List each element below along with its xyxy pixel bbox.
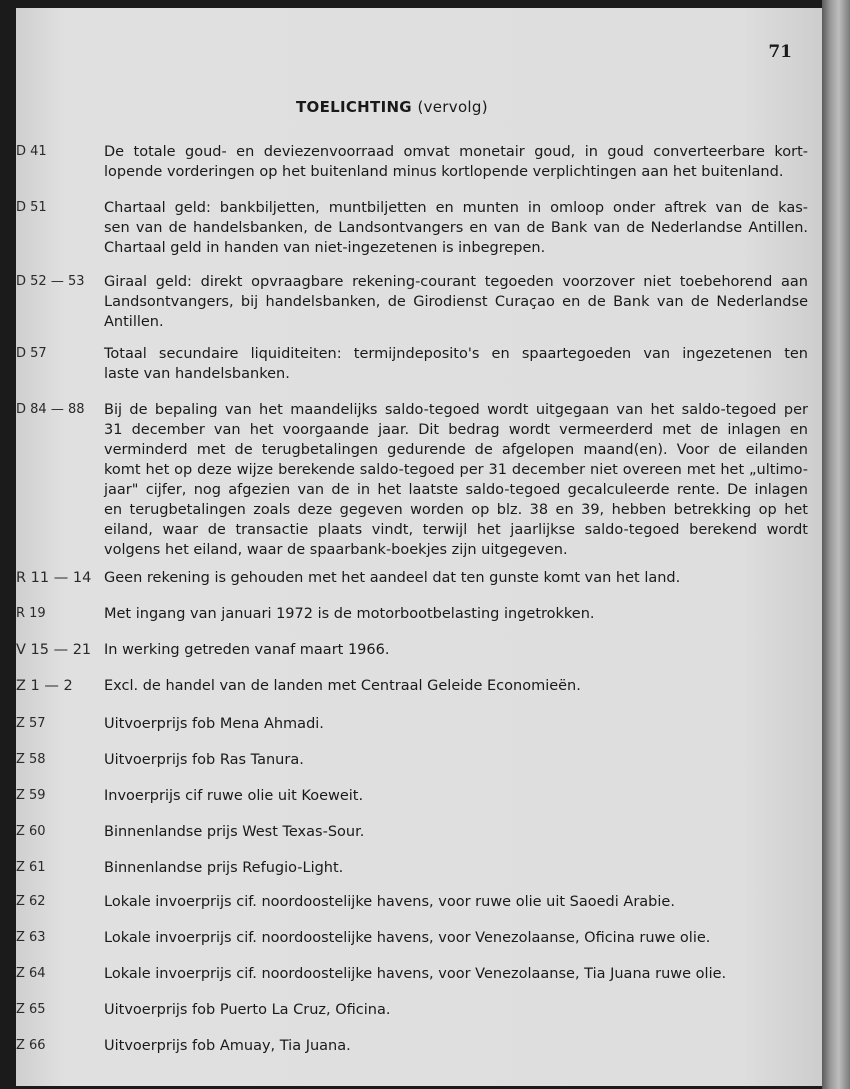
note-line: De totale goud- en deviezenvoorraad omvat monetair goud, in goud converteerbare kort- xyxy=(104,144,808,160)
note-text xyxy=(104,786,808,806)
note-text xyxy=(104,822,808,842)
page-number: 71 xyxy=(768,42,792,62)
note-text xyxy=(104,142,808,182)
note-text xyxy=(104,892,808,912)
note-line: In werking getreden vanaf maart 1966. xyxy=(104,642,390,658)
note-line: Uitvoerprijs fob Puerto La Cruz, Oficina. xyxy=(104,1002,391,1018)
note-line: Lokale invoerprijs cif. noordoostelijke havens, voor Venezolaanse, Oficina ruwe olie. xyxy=(104,930,711,946)
note-code: R 11 — 14 xyxy=(16,570,92,586)
note-line: Lokale invoerprijs cif. noordoostelijke havens, voor Venezolaanse, Tia Juana ruwe olie. xyxy=(104,966,727,982)
note-line: eiland, waar de transactie plaats vindt, terwijl het jaarlijkse saldo-tegoed berekend wordt xyxy=(104,522,808,538)
note-text xyxy=(104,858,808,878)
note-code: R 19 xyxy=(16,606,46,621)
note-code: D 41 xyxy=(16,144,47,159)
note-code: D 51 xyxy=(16,200,47,215)
note-line: Lokale invoerprijs cif. noordoostelijke havens, voor ruwe olie uit Saoedi Arabie. xyxy=(104,894,675,910)
note-text xyxy=(104,604,808,624)
note-code: Z 66 xyxy=(16,1038,46,1053)
note-text xyxy=(104,1000,808,1020)
note-code: Z 1 — 2 xyxy=(16,678,73,694)
note-code: Z 64 xyxy=(16,966,46,981)
note-line: verminderd met de terugbetalingen gedurende de afgelopen maand(en). Voor de eilanden xyxy=(104,442,808,458)
note-line: Bij de bepaling van het maandelijks saldo-tegoed wordt uitgegaan van het saldo-tegoed per xyxy=(104,402,808,418)
note-line: Totaal secundaire liquiditeiten: termijndeposito's en spaartegoeden van ingezetenen ten xyxy=(104,346,808,362)
note-line: jaar" cijfer, nog afgezien van de in het laatste saldo-tegoed gecalculeerde rente. De inlagen xyxy=(104,482,808,498)
note-code: Z 65 xyxy=(16,1002,46,1017)
note-text xyxy=(104,272,808,332)
note-line: Giraal geld: direkt opvraagbare rekening-courant tegoeden voorzover niet toebehorend aan xyxy=(104,274,808,290)
note-code: Z 60 xyxy=(16,824,46,839)
note-text xyxy=(104,1036,808,1056)
note-text xyxy=(104,198,808,258)
note-line: Excl. de handel van de landen met Centraal Geleide Economieën. xyxy=(104,678,581,694)
note-text xyxy=(104,676,808,696)
note-code: V 15 — 21 xyxy=(16,642,92,658)
note-line: Landsontvangers, bij handelsbanken, de Girodienst Curaçao en de Bank van de Nederlandse xyxy=(104,294,808,310)
note-line: lopende vorderingen op het buitenland minus kortlopende verplichtingen aan het buitenland. xyxy=(104,164,784,180)
note-line: Chartaal geld in handen van niet-ingezetenen is inbegrepen. xyxy=(104,240,546,256)
page-edge xyxy=(822,0,850,1089)
title-main: TOELICHTING xyxy=(296,98,412,116)
note-line: Geen rekening is gehouden met het aandeel dat ten gunste komt van het land. xyxy=(104,570,681,586)
note-line: Binnenlandse prijs West Texas-Sour. xyxy=(104,824,365,840)
note-line: volgens het eiland, waar de spaarbank-boekjes zijn uitgegeven. xyxy=(104,542,568,558)
page-title xyxy=(296,98,488,116)
note-text xyxy=(104,640,808,660)
note-code: Z 62 xyxy=(16,894,46,909)
note-text xyxy=(104,568,808,588)
note-text xyxy=(104,750,808,770)
note-line: Uitvoerprijs fob Amuay, Tia Juana. xyxy=(104,1038,351,1054)
note-code: Z 59 xyxy=(16,788,46,803)
note-line: Binnenlandse prijs Refugio-Light. xyxy=(104,860,344,876)
note-line: Uitvoerprijs fob Ras Tanura. xyxy=(104,752,304,768)
note-text xyxy=(104,400,808,560)
note-text xyxy=(104,964,808,984)
note-line: sen van de handelsbanken, de Landsontvangers en van de Bank van de Nederlandse Antillen. xyxy=(104,220,808,236)
note-line: laste van handelsbanken. xyxy=(104,366,290,382)
note-code: D 57 xyxy=(16,346,47,361)
document-page xyxy=(16,8,822,1086)
note-code: Z 58 xyxy=(16,752,46,767)
note-line: en terugbetalingen zoals deze gegeven worden op blz. 38 en 39, hebben betrekking op het xyxy=(104,502,808,518)
note-code: D 84 — 88 xyxy=(16,402,85,417)
title-sub: (vervolg) xyxy=(417,98,488,116)
note-line: 31 december van het voorgaande jaar. Dit bedrag wordt vermeerderd met de inlagen en xyxy=(104,422,808,438)
note-line: Invoerprijs cif ruwe olie uit Koeweit. xyxy=(104,788,364,804)
note-line: Chartaal geld: bankbiljetten, muntbiljetten en munten in omloop onder aftrek van de kas- xyxy=(104,200,808,216)
note-text xyxy=(104,928,808,948)
note-code: Z 63 xyxy=(16,930,46,945)
note-line: komt het op deze wijze berekende saldo-tegoed per 31 december niet overeen met het „ultimo- xyxy=(104,462,808,478)
note-code: Z 61 xyxy=(16,860,46,875)
note-line: Met ingang van januari 1972 is de motorbootbelasting ingetrokken. xyxy=(104,606,595,622)
note-code: D 52 — 53 xyxy=(16,274,85,289)
note-line: Antillen. xyxy=(104,314,164,330)
note-text xyxy=(104,714,808,734)
note-text xyxy=(104,344,808,384)
note-line: Uitvoerprijs fob Mena Ahmadi. xyxy=(104,716,324,732)
note-code: Z 57 xyxy=(16,716,46,731)
